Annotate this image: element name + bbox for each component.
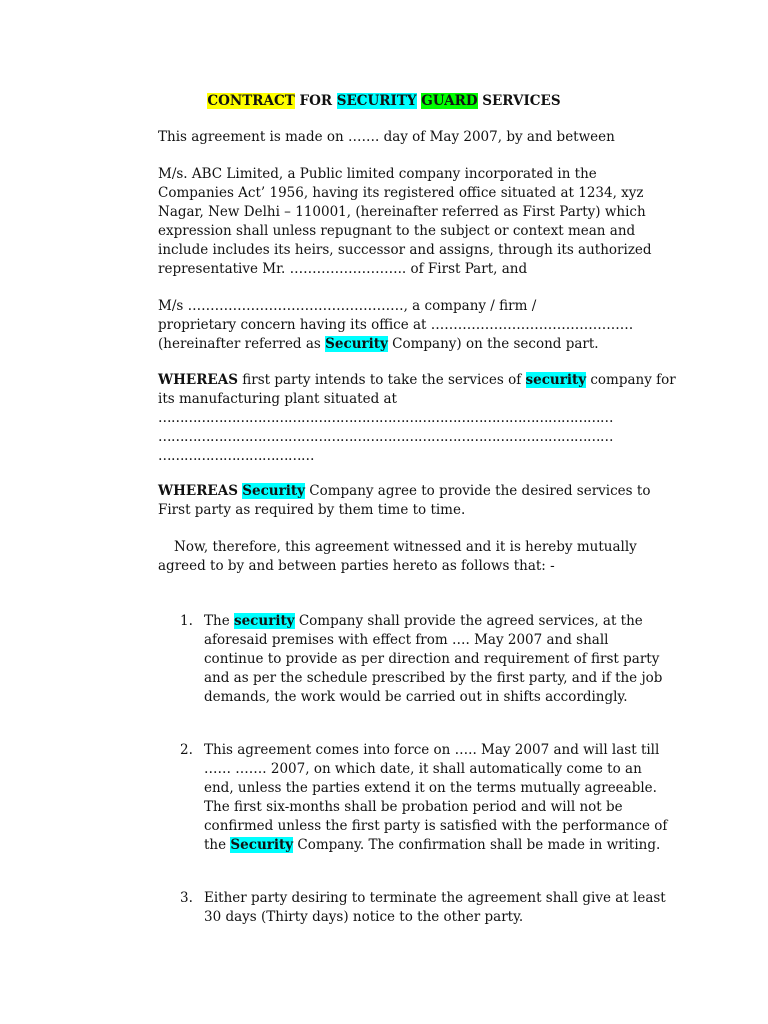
list-item-line: 30 days (Thirty days) notice to the other party.: [204, 909, 524, 925]
first-party-paragraph: [158, 165, 663, 279]
whereas-text: company for: [586, 372, 676, 388]
security-highlight: Security: [325, 336, 388, 352]
list-item: [204, 612, 664, 707]
first-party-line: Companies Act’ 1956, having its registered office situated at 1234, xyz: [158, 185, 644, 201]
blank-fill-line: ………………………………: [158, 448, 314, 464]
second-party-line: [158, 335, 663, 354]
second-party-text: Company) on the second part.: [387, 336, 599, 352]
list-item-text: The: [204, 613, 234, 629]
second-party-line: M/s …………………………………………, a company / firm /: [158, 298, 537, 314]
whereas-label: WHEREAS: [158, 483, 238, 499]
whereas-line: [158, 371, 676, 390]
whereas-second-paragraph: [158, 482, 663, 520]
blank-fill-line: ……………………………………………………………………………………………: [158, 429, 613, 445]
list-item-line: aforesaid premises with effect from …. May 2007 and shall: [204, 632, 609, 648]
second-party-text: (hereinafter referred as: [158, 336, 326, 352]
title-contract: CONTRACT: [207, 93, 295, 109]
list-item-text: Company shall provide the agreed services, at the: [294, 613, 643, 629]
list-item: [204, 889, 664, 927]
title-security: SECURITY: [336, 93, 417, 109]
first-party-line: M/s. ABC Limited, a Public limited company incorporated in the: [158, 166, 597, 182]
list-item-line: Either party desiring to terminate the agreement shall give at least: [204, 890, 666, 906]
second-party-paragraph: [158, 297, 663, 354]
first-party-line: expression shall unless repugnant to the subject or context mean and: [158, 223, 636, 239]
list-item-line: confirmed unless the first party is satisfied with the performance of: [204, 818, 668, 834]
now-therefore-paragraph: [158, 538, 663, 576]
list-item-number: 1.: [180, 613, 193, 629]
title-for: FOR: [294, 93, 337, 109]
list-item-line: end, unless the parties extend it on the terms mutually agreeable.: [204, 780, 657, 796]
list-item-line: [204, 836, 664, 855]
list-item-number: 3.: [180, 890, 193, 906]
list-item-line: This agreement comes into force on ….. May 2007 and will last till: [204, 742, 660, 758]
whereas-text: Company agree to provide the desired services to: [304, 483, 651, 499]
security-highlight: Security: [242, 483, 305, 499]
whereas-label: WHEREAS: [158, 372, 238, 388]
document-title: [0, 92, 768, 110]
whereas-line: First party as required by them time to time.: [158, 502, 466, 518]
list-item-line: and as per the schedule prescribed by the first party, and if the job: [204, 670, 663, 686]
security-highlight: security: [525, 372, 587, 388]
list-item-line: demands, the work would be carried out in shifts accordingly.: [204, 689, 628, 705]
blank-fill-line: ……………………………………………………………………………………………: [158, 410, 613, 426]
whereas-line: its manufacturing plant situated at: [158, 391, 397, 407]
list-item-line: [204, 612, 664, 631]
whereas-text: first party intends to take the services of: [237, 372, 526, 388]
list-item-text: the: [204, 837, 231, 853]
list-item: [204, 741, 668, 855]
list-item-line: …… ……. 2007, on which date, it shall automatically come to an: [204, 761, 642, 777]
first-party-line: representative Mr. …………………….. of First Part, and: [158, 261, 528, 277]
first-party-line: include includes its heirs, successor and assigns, through its authorized: [158, 242, 652, 258]
security-highlight: Security: [230, 837, 294, 853]
second-party-line: proprietary concern having its office at ………………………………………: [158, 317, 634, 333]
list-item-line: The first six-months shall be probation period and will not be: [204, 799, 623, 815]
first-party-line: Nagar, New Delhi – 110001, (hereinafter referred as First Party) which: [158, 204, 646, 220]
list-item-line: continue to provide as per direction and requirement of first party: [204, 651, 660, 667]
title-services: SERVICES: [477, 93, 561, 109]
whereas-line: [158, 482, 663, 501]
security-highlight: security: [233, 613, 295, 629]
intro-paragraph: [158, 128, 663, 147]
now-therefore-line: Now, therefore, this agreement witnessed and it is hereby mutually: [174, 539, 637, 555]
list-item-text: Company. The confirmation shall be made in writing.: [293, 837, 661, 853]
list-item-number: 2.: [180, 742, 193, 758]
now-therefore-line: agreed to by and between parties hereto as follows that: -: [158, 558, 555, 574]
intro-line: This agreement is made on ……. day of May 2007, by and between: [158, 129, 615, 145]
whereas-first-paragraph: [158, 371, 676, 466]
title-guard: GUARD: [421, 93, 478, 109]
